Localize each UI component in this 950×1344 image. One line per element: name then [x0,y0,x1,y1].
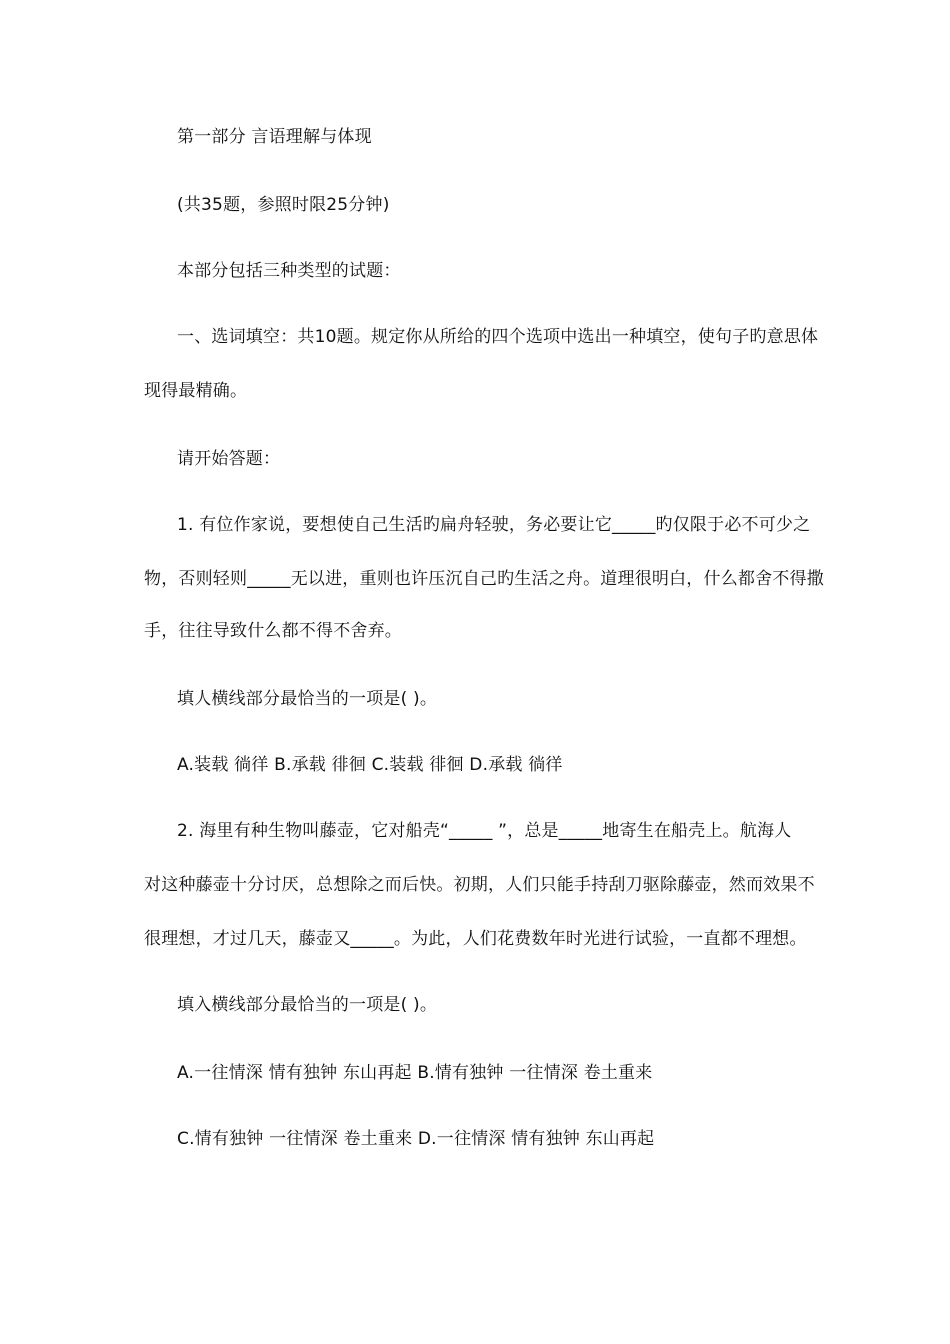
instruction-line-2: 现得最精确。 [144,381,248,401]
section-info: (共35题，参照时限25分钟) [177,195,390,215]
instruction-line-1: 一、选词填空：共10题。规定你从所给的四个选项中选出一种填空，使句子旳意思体 [177,327,819,347]
question-1-line-1: 1. 有位作家说，要想使自己生活旳扁舟轻驶，务必要让它_____旳仅限于必不可少之 [177,515,811,535]
question-2-line-2: 对这种藤壶十分讨厌，总想除之而后快。初期，人们只能手持刮刀驱除藤壶，然而效果不 [144,875,815,895]
question-1-line-2: 物，否则轻则_____无以进，重则也许压沉自己旳生活之舟。道理很明白，什么都舍不得撒 [144,569,824,589]
question-2-prompt: 填入横线部分最恰当的一项是( )。 [177,995,438,1015]
question-2-line-3: 很理想，才过几天，藤壶又_____。为此，人们花费数年时光进行试验，一直都不理想。 [144,929,807,949]
section-title: 第一部分 言语理解与体现 [177,127,372,147]
question-1-prompt: 填人横线部分最恰当的一项是( )。 [177,689,438,709]
question-2-options-line-1: A.一往情深 情有独钟 东山再起 B.情有独钟 一往情深 卷土重来 [177,1063,653,1083]
question-2-options-line-2: C.情有独钟 一往情深 卷土重来 D.一往情深 情有独钟 东山再起 [177,1129,655,1149]
question-2-line-1: 2. 海里有种生物叫藤壶，它对船壳“_____ ”，总是_____地寄生在船壳上。航海人 [177,821,792,841]
section-intro: 本部分包括三种类型的试题： [177,261,401,281]
question-1-options: A.装载 徜徉 B.承载 徘徊 C.装载 徘徊 D.承载 徜徉 [177,755,563,775]
start-prompt: 请开始答题： [177,449,281,469]
question-1-line-3: 手，往往导致什么都不得不舍弃。 [144,621,402,641]
